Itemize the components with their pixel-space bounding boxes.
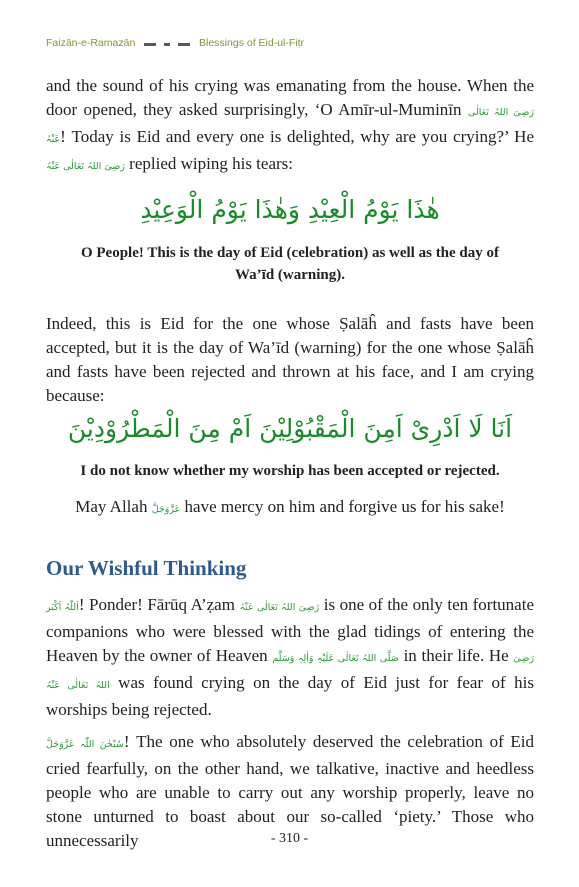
honorific-radi-allahu-anhu: رَضِیَ اللہُ تَعَالٰی عَنْہُ	[46, 653, 534, 691]
paragraph-3	[46, 593, 534, 722]
translation-2: I do not know whether my worship has been accepted or rejected.	[80, 463, 500, 479]
page-number: - 310 -	[270, 831, 309, 846]
paragraph-4-text: ! The one who absolutely deserved the celebration of Eid cried fearfully, on the other hand, we talkative, inactive and heedless people who are unable to carry out any worship properly, leave no stone unturned to boast about our so-called ‘piety.’ Those who unnecessarily	[46, 732, 534, 850]
paragraph-3-text: in their life. He	[398, 646, 514, 665]
chapter-title: Blessings of Eid-ul-Fiṭr	[199, 37, 305, 49]
paragraph-3-text: ! Ponder! Fārūq A’ẓam	[78, 595, 240, 614]
honorific-subhanallah: سُبْحٰنَ اللّٰہ عَزَّوَجَلَّ	[46, 739, 124, 750]
paragraph-2: Indeed, this is Eid for the one whose Ṣalāĥ and fasts have been accepted, but it is the day of Wa’īd (warning) for the one whose Ṣalāĥ and fasts have been rejected and thrown at his face, and I am crying because:	[46, 314, 534, 405]
prayer-text: May Allah	[75, 497, 152, 516]
paragraph-1-text: ! Today is Eid and every one is delighted, why are you crying?’ He	[60, 127, 534, 146]
prayer-text: have mercy on him and forgive us for his sake!	[180, 497, 505, 516]
book-title: Faizān-e-Ramazān	[46, 37, 136, 49]
running-header	[46, 37, 536, 51]
honorific-radi-allahu-anhu: رَضِیَ اللہُ تَعَالٰی عَنْہُ	[46, 107, 534, 145]
arabic-verse-1: هٰذَا يَوْمُ الْعِيْدِ وَهٰذَا يَوْمُ الْوَعِيْدِ	[140, 195, 440, 224]
translation-1: O People! This is the day of Eid (celebration) as well as the day of Wa’īd (warning).	[80, 245, 500, 283]
paragraph-1-text: and the sound of his crying was emanating from the house. When the door opened, they asked surprisingly, ‘O Amīr-ul-Muminīn	[46, 76, 534, 119]
paragraph-1	[46, 74, 534, 179]
honorific-sallallahu: صَلَّی اللہُ تَعَالٰی عَلَیْہِ وَاٰلِہٖ وَسَلَّم	[272, 653, 399, 664]
honorific-allahu-akbar: اَللّٰہُ اَکْبَر	[46, 602, 79, 613]
honorific-radi-allahu-anhu: رَضِیَ اللہُ تَعَالٰی عَنْہُ	[239, 602, 320, 613]
paragraph-3-text: is one of the only ten fortunate companions who were blessed with the glad tidings of entering the Heaven by the owner of Heaven	[46, 595, 534, 665]
section-heading: Our Wishful Thinking	[46, 556, 247, 580]
prayer-line	[46, 497, 534, 517]
paragraph-1-text: replied wiping his tears:	[124, 154, 293, 173]
arabic-verse-2: اَنَا لَا اَدْرِیْ اَمِنَ الْمَقْبُوْلِیْنَ اَمْ مِنَ الْمَطْرُوْدِيْنَ	[67, 414, 513, 443]
honorific-radi-allahu-anhu: رَضِیَ اللہُ تَعَالٰی عَنْہُ	[46, 161, 125, 172]
honorific-azza-wa-jalla: عَزَّوَجَلَّ	[151, 504, 181, 515]
paragraph-3-text: was found crying on the day of Eid just for fear of his worships being rejected.	[46, 673, 534, 719]
